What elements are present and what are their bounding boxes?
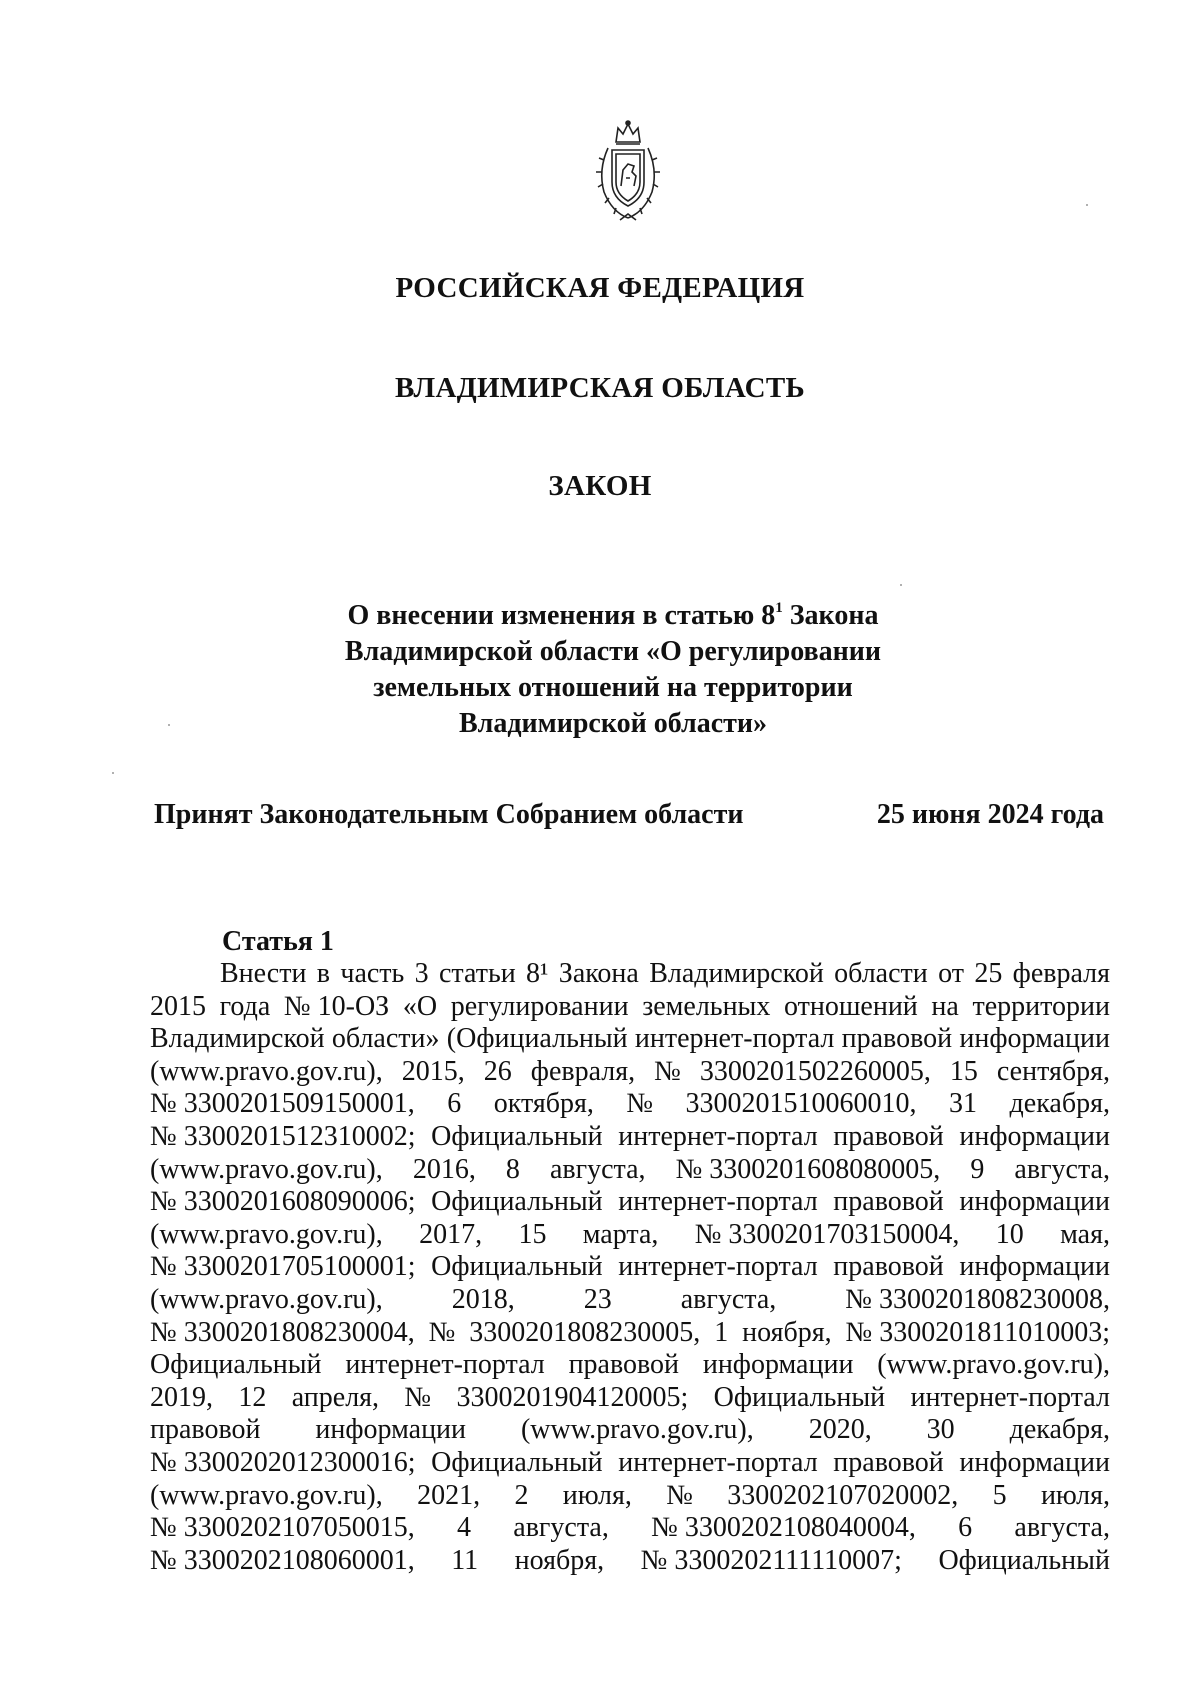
article-line bbox=[150, 1382, 1110, 1415]
article-word: № 10-ОЗ bbox=[283, 990, 390, 1022]
law-title-line-4: Владимирской области» bbox=[458, 708, 768, 739]
article-word: ноября, bbox=[514, 1544, 605, 1576]
article-word: № 3300201811010003; bbox=[845, 1316, 1110, 1348]
article-word: 2015 bbox=[150, 990, 206, 1022]
article-word: августа, bbox=[1014, 1512, 1110, 1544]
article-word: (www.pravo.gov.ru), bbox=[150, 1218, 383, 1250]
article-word: № 3300201808230004, bbox=[150, 1316, 415, 1348]
article-word: информации bbox=[959, 1251, 1110, 1283]
article-word: информации bbox=[959, 1186, 1110, 1218]
article-line bbox=[150, 1154, 1110, 1187]
scan-speck bbox=[168, 724, 170, 726]
article-word: в bbox=[316, 958, 331, 989]
article-word: (www.pravo.gov.ru), bbox=[150, 1479, 383, 1511]
article-word: (www.pravo.gov.ru), bbox=[150, 1055, 383, 1087]
article-word: августа, bbox=[680, 1283, 777, 1315]
article-word: № 3300201512310002; bbox=[150, 1120, 416, 1152]
article-word: Официальный bbox=[713, 1381, 886, 1413]
article-word: октября, bbox=[493, 1088, 594, 1120]
article-word: № 3300201608090006; bbox=[150, 1186, 416, 1218]
article-word: 15 bbox=[518, 1218, 547, 1250]
article-word: отношений bbox=[784, 990, 918, 1022]
article-word: правовой bbox=[841, 1023, 953, 1055]
article-word: 2019, bbox=[150, 1381, 213, 1413]
article-word: интернет-портал bbox=[618, 1120, 818, 1152]
article-word: марта, bbox=[582, 1218, 659, 1250]
article-word: 9 bbox=[970, 1153, 985, 1185]
article-word: 2015, bbox=[401, 1055, 465, 1087]
article-word: Официальный bbox=[431, 1446, 603, 1478]
article-word: № 3300201509150001, bbox=[150, 1088, 415, 1120]
article-word: № 3300201703150004, bbox=[694, 1218, 960, 1250]
coat-of-arms-icon bbox=[590, 120, 666, 224]
article-line bbox=[150, 1219, 1110, 1252]
article-word: 6 bbox=[958, 1512, 973, 1544]
article-word: Официальный bbox=[431, 1251, 603, 1283]
article-word: 4 bbox=[457, 1512, 471, 1544]
article-word: информации bbox=[959, 1446, 1110, 1478]
article-word: (www.pravo.gov.ru), bbox=[150, 1153, 383, 1185]
article-word: интернет-портал bbox=[618, 1446, 818, 1478]
article-line bbox=[150, 1414, 1110, 1447]
article-word: информации bbox=[959, 1023, 1110, 1055]
article-superscript: 1 bbox=[775, 600, 783, 616]
article-word: 12 bbox=[238, 1381, 267, 1413]
scan-speck bbox=[112, 772, 114, 774]
article-word: Официальный bbox=[431, 1186, 603, 1218]
article-word: № 3300202108040004, bbox=[651, 1512, 916, 1544]
article-word: ноября, bbox=[742, 1316, 832, 1348]
article-word: года bbox=[219, 990, 271, 1022]
article-word: интернет-портал bbox=[910, 1381, 1110, 1413]
article-word: правовой bbox=[150, 1414, 261, 1446]
article-word: регулировании bbox=[450, 990, 629, 1022]
article-word: 11 bbox=[451, 1544, 479, 1576]
article-word: июля, bbox=[562, 1479, 632, 1511]
article-word: № 3300201608080005, bbox=[675, 1153, 941, 1185]
article-word: 3300201510060010, bbox=[685, 1088, 917, 1120]
article-word: интернет-портал bbox=[618, 1251, 818, 1283]
article-word: Официальный bbox=[938, 1544, 1110, 1576]
article-word: (www.pravo.gov.ru), bbox=[150, 1283, 383, 1315]
article-word: № 3300202012300016; bbox=[150, 1446, 416, 1478]
article-word: интернет-портал bbox=[634, 1023, 835, 1055]
scan-speck bbox=[900, 584, 902, 586]
article-word: № bbox=[404, 1381, 432, 1413]
law-title-line-2: Владимирской области «О регулировании bbox=[344, 636, 882, 667]
law-title-line-1-main: О внесении изменения в статью 8 bbox=[347, 600, 776, 631]
article-word: области» bbox=[331, 1023, 440, 1055]
article-body bbox=[150, 958, 1110, 1577]
article-word: статьи bbox=[439, 958, 516, 989]
article-word: правовой bbox=[568, 1349, 680, 1381]
article-word: декабря, bbox=[1009, 1088, 1110, 1120]
article-line bbox=[150, 1023, 1110, 1056]
article-word: 2018, bbox=[451, 1283, 515, 1315]
article-word: правовой bbox=[833, 1186, 944, 1218]
article-word: 3300201904120005; bbox=[456, 1381, 689, 1413]
article-word: Владимирской bbox=[649, 958, 824, 989]
article-word: декабря, bbox=[1009, 1414, 1110, 1446]
law-title-line-1-end: Закона bbox=[782, 600, 879, 631]
article-line bbox=[150, 1447, 1110, 1480]
scan-speck bbox=[1086, 204, 1088, 206]
article-word: сентября, bbox=[996, 1055, 1110, 1087]
article-word: 26 bbox=[483, 1055, 512, 1087]
article-word: 6 bbox=[447, 1088, 462, 1120]
article-line bbox=[150, 1480, 1110, 1513]
article-word: № bbox=[654, 1055, 681, 1087]
article-word: № 3300201808230008, bbox=[845, 1283, 1110, 1315]
country-heading: РОССИЙСКАЯ ФЕДЕРАЦИЯ bbox=[395, 272, 805, 304]
article-word: февраля bbox=[1012, 958, 1110, 989]
article-word: 3300201808230005, bbox=[469, 1316, 701, 1348]
article-word: правовой bbox=[833, 1251, 944, 1283]
article-line bbox=[150, 1186, 1110, 1219]
article-word: 2021, bbox=[417, 1479, 481, 1511]
article-word: области bbox=[834, 958, 928, 989]
article-word: 2 bbox=[514, 1479, 529, 1511]
article-line bbox=[150, 958, 1110, 991]
article-word: 2016, bbox=[412, 1153, 476, 1185]
article-word: Внести bbox=[220, 958, 307, 989]
article-word: 8¹ bbox=[526, 958, 549, 989]
article-word: апреля, bbox=[291, 1381, 380, 1413]
law-title bbox=[300, 598, 926, 742]
article-word: 23 bbox=[583, 1283, 612, 1315]
article-word: Официальный bbox=[150, 1349, 322, 1381]
article-word: интернет-портал bbox=[345, 1349, 545, 1381]
article-word: Закона bbox=[558, 958, 639, 989]
article-word: правовой bbox=[833, 1120, 944, 1152]
article-word: августа, bbox=[549, 1153, 646, 1185]
article-word: часть bbox=[340, 958, 405, 989]
article-word: Владимирской bbox=[150, 1023, 325, 1055]
law-title-line-1 bbox=[300, 598, 926, 634]
article-word: 2017, bbox=[419, 1218, 483, 1250]
article-word: 31 bbox=[949, 1088, 978, 1120]
article-word: от bbox=[938, 958, 964, 989]
article-word: августа, bbox=[513, 1512, 609, 1544]
article-word: (www.pravo.gov.ru), bbox=[877, 1349, 1110, 1381]
article-line bbox=[150, 1545, 1110, 1578]
article-word: № bbox=[666, 1479, 693, 1511]
article-word: № 3300202108060001, bbox=[150, 1544, 415, 1576]
article-word: февраля, bbox=[530, 1055, 636, 1087]
law-title-line-3: земельных отношений на территории bbox=[373, 672, 853, 703]
region-heading: ВЛАДИМИРСКАЯ ОБЛАСТЬ bbox=[395, 372, 805, 404]
adoption-date: 25 июня 2024 года bbox=[876, 799, 1104, 830]
article-line bbox=[150, 991, 1110, 1024]
article-word: информации bbox=[959, 1120, 1110, 1152]
article-word: земельных bbox=[642, 990, 771, 1022]
article-word: 3 bbox=[414, 958, 429, 989]
article-word: правовой bbox=[833, 1446, 944, 1478]
article-heading: Статья 1 bbox=[222, 926, 334, 957]
article-word: 3300201502260005, bbox=[699, 1055, 931, 1087]
article-word: 2020, bbox=[808, 1414, 872, 1446]
article-word: № 3300202111110007; bbox=[640, 1544, 902, 1576]
article-word: мая, bbox=[1060, 1218, 1110, 1250]
article-word: информации bbox=[702, 1349, 854, 1381]
article-word: 5 bbox=[992, 1479, 1007, 1511]
article-line bbox=[150, 1349, 1110, 1382]
article-line bbox=[150, 1088, 1110, 1121]
article-word: 10 bbox=[995, 1218, 1024, 1250]
article-word: 3300202107020002, bbox=[727, 1479, 959, 1511]
article-word: № bbox=[428, 1316, 456, 1348]
article-word: информации bbox=[315, 1414, 467, 1446]
article-word: территории bbox=[972, 990, 1110, 1022]
article-word: июля, bbox=[1040, 1479, 1110, 1511]
article-line bbox=[150, 1284, 1110, 1317]
article-word: Официальный bbox=[431, 1120, 603, 1152]
article-line bbox=[150, 1121, 1110, 1154]
article-word: 25 bbox=[974, 958, 1003, 989]
article-word: (Официальный bbox=[446, 1023, 628, 1055]
article-word: № 3300201705100001; bbox=[150, 1251, 416, 1283]
article-line bbox=[150, 1512, 1110, 1545]
article-word: 8 bbox=[505, 1153, 520, 1185]
article-line bbox=[150, 1317, 1110, 1350]
document-type-heading: ЗАКОН bbox=[548, 470, 652, 502]
adoption-label: Принят Законодательным Собранием области bbox=[154, 799, 744, 830]
article-line bbox=[150, 1251, 1110, 1284]
article-word: на bbox=[931, 990, 959, 1022]
article-word: августа, bbox=[1014, 1153, 1110, 1185]
article-word: (www.pravo.gov.ru), bbox=[520, 1414, 754, 1446]
article-line bbox=[150, 1056, 1110, 1089]
article-word: 30 bbox=[926, 1414, 955, 1446]
article-word: 1 bbox=[714, 1316, 729, 1348]
article-word: № 3300202107050015, bbox=[150, 1512, 415, 1544]
article-word: интернет-портал bbox=[618, 1186, 818, 1218]
article-word: № bbox=[626, 1088, 654, 1120]
article-word: 15 bbox=[949, 1055, 978, 1087]
article-word: «О bbox=[402, 990, 438, 1022]
